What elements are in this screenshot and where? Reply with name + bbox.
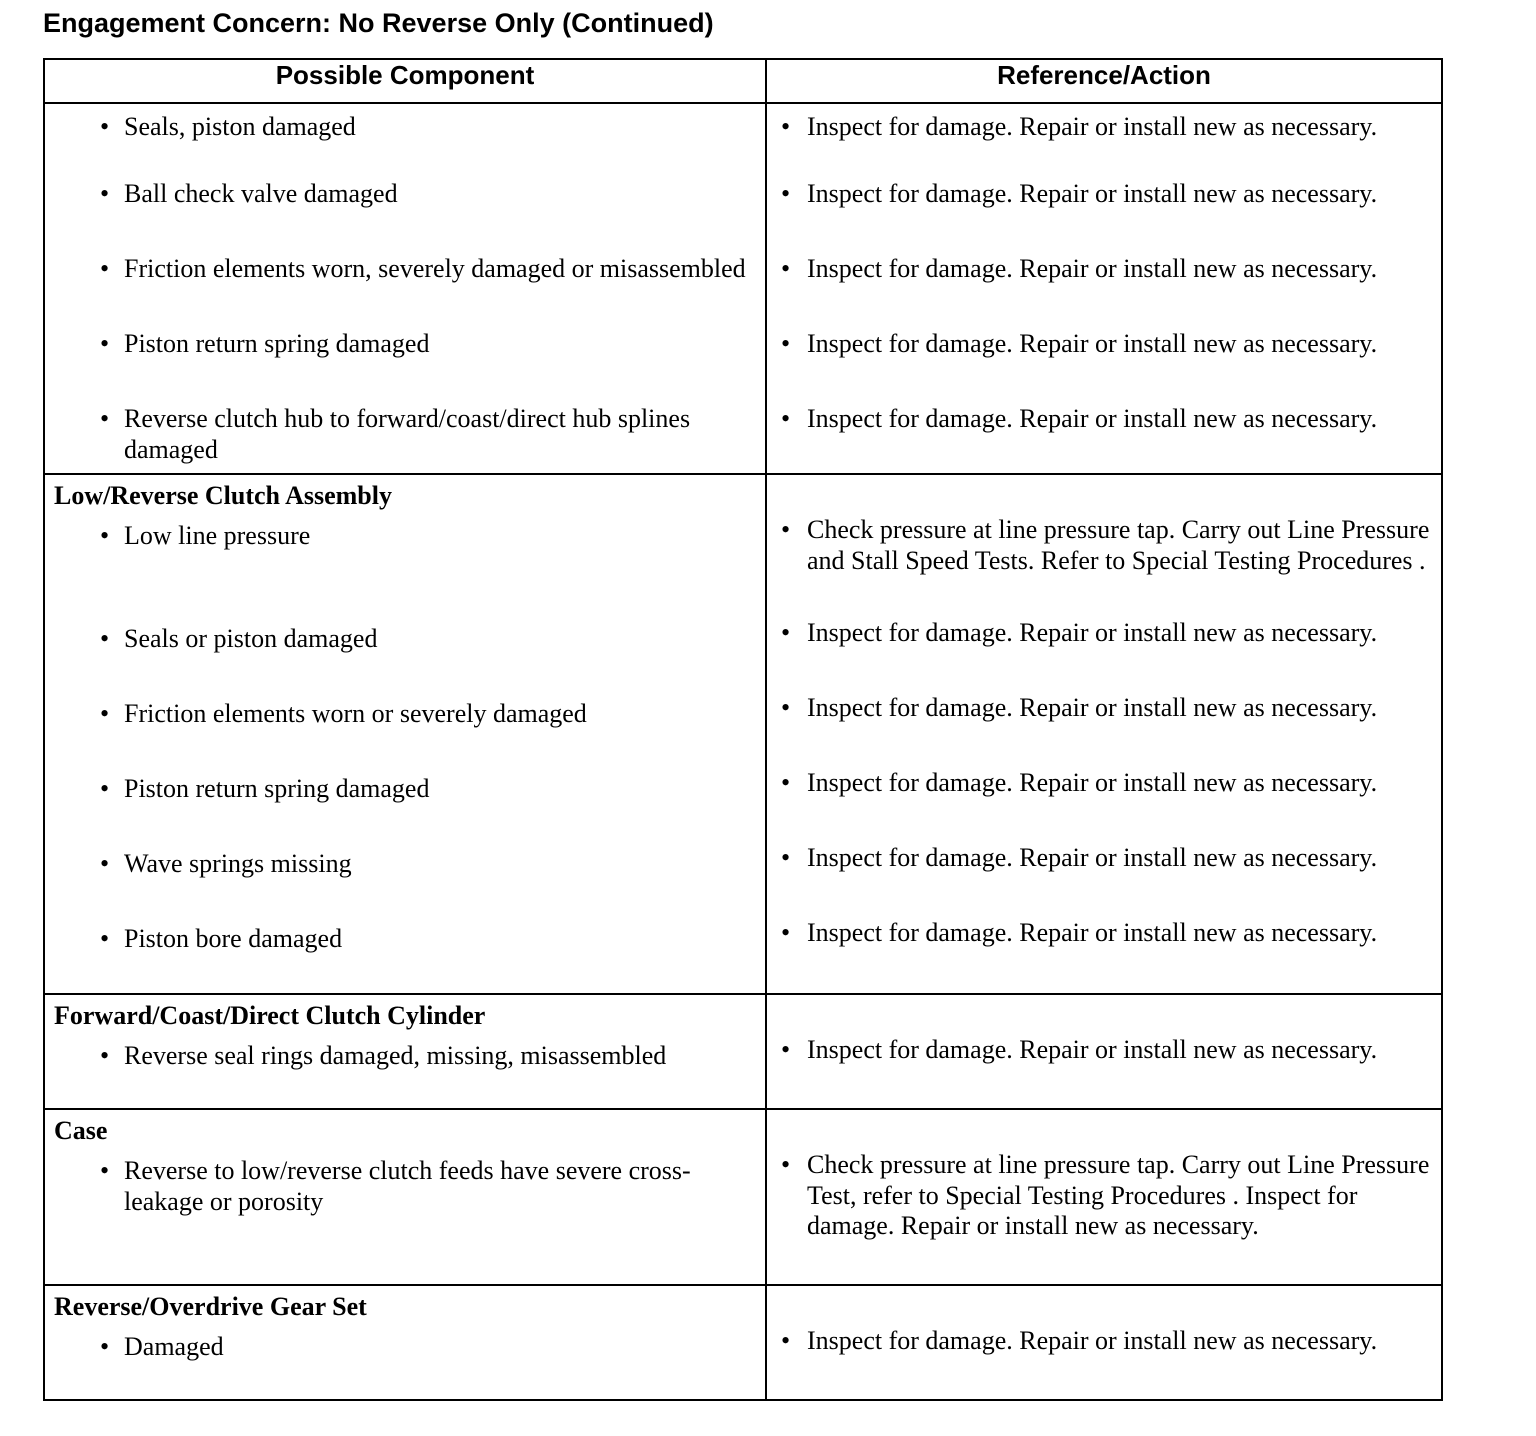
component-item <box>45 179 765 254</box>
bullet-icon: • <box>781 404 791 433</box>
action-item <box>767 618 1441 693</box>
component-item <box>45 329 765 404</box>
action-item <box>767 843 1441 918</box>
bullet-icon: • <box>100 1332 110 1361</box>
table-section-row <box>44 1285 1442 1400</box>
bullet-icon: • <box>781 693 791 722</box>
header-reference-action: Reference/Action <box>766 59 1442 103</box>
action-text: Inspect for damage. Repair or install new as necessary. <box>807 112 1378 141</box>
component-cell <box>44 103 766 474</box>
action-text: Inspect for damage. Repair or install new as necessary. <box>807 404 1378 433</box>
action-text: Inspect for damage. Repair or install new as necessary. <box>807 768 1378 797</box>
section-title: Case <box>54 1116 108 1145</box>
action-item <box>767 1033 1441 1102</box>
bullet-icon: • <box>100 849 110 878</box>
component-text: Low line pressure <box>124 521 311 550</box>
section-title-spacer <box>767 1286 1441 1324</box>
component-text: Damaged <box>124 1332 224 1361</box>
component-item <box>45 1039 765 1108</box>
component-item <box>45 1154 765 1284</box>
action-text: Check pressure at line pressure tap. Carry out Line Pressure Test, refer to Special Testing Procedures . Inspect for damage. Repair or install new as necessary. <box>807 1150 1430 1240</box>
bullet-icon: • <box>100 924 110 953</box>
action-item <box>767 329 1441 404</box>
section-title-spacer <box>767 475 1441 513</box>
component-item <box>45 924 765 993</box>
bullet-icon: • <box>781 112 791 141</box>
component-text: Wave springs missing <box>124 849 352 878</box>
action-text: Inspect for damage. Repair or install new as necessary. <box>807 918 1378 947</box>
bullet-icon: • <box>100 254 110 283</box>
bullet-icon: • <box>100 774 110 803</box>
action-text: Check pressure at line pressure tap. Carry out Line Pressure and Stall Speed Tests. Refer to Special Testing Procedures . <box>807 515 1430 575</box>
bullet-icon: • <box>100 112 110 141</box>
action-cell <box>766 474 1442 994</box>
action-cell <box>766 103 1442 474</box>
bullet-icon: • <box>100 699 110 728</box>
section-title-spacer <box>767 1110 1441 1148</box>
action-cell <box>766 994 1442 1109</box>
action-text: Inspect for damage. Repair or install new as necessary. <box>807 1326 1378 1355</box>
component-text: Ball check valve damaged <box>124 179 398 208</box>
table-header-row <box>44 59 1442 103</box>
component-item <box>45 254 765 329</box>
table-section-row <box>44 474 1442 994</box>
bullet-icon: • <box>781 1326 791 1355</box>
action-text: Inspect for damage. Repair or install new as necessary. <box>807 329 1378 358</box>
header-possible-component: Possible Component <box>44 59 766 103</box>
bullet-icon: • <box>781 329 791 358</box>
action-item <box>767 768 1441 843</box>
component-cell <box>44 994 766 1109</box>
component-cell <box>44 1285 766 1400</box>
action-text: Inspect for damage. Repair or install new as necessary. <box>807 1035 1378 1064</box>
diagnostic-table <box>43 58 1443 1401</box>
bullet-icon: • <box>781 618 791 647</box>
bullet-icon: • <box>100 1156 110 1185</box>
component-text: Seals, piston damaged <box>124 112 356 141</box>
action-item <box>767 513 1441 618</box>
table-section-row <box>44 1109 1442 1285</box>
action-text: Inspect for damage. Repair or install new as necessary. <box>807 693 1378 722</box>
component-text: Reverse to low/reverse clutch feeds have severe cross-leakage or porosity <box>124 1156 691 1216</box>
bullet-icon: • <box>100 624 110 653</box>
component-text: Piston return spring damaged <box>124 774 430 803</box>
table-section-row <box>44 994 1442 1109</box>
section-title: Reverse/Overdrive Gear Set <box>54 1292 367 1321</box>
component-text: Friction elements worn or severely damaged <box>124 699 587 728</box>
action-item <box>767 179 1441 254</box>
action-text: Inspect for damage. Repair or install new as necessary. <box>807 618 1378 647</box>
bullet-icon: • <box>100 404 110 433</box>
action-item <box>767 1324 1441 1393</box>
bullet-icon: • <box>100 179 110 208</box>
action-item <box>767 693 1441 768</box>
component-item <box>45 849 765 924</box>
component-text: Seals or piston damaged <box>124 624 378 653</box>
action-text: Inspect for damage. Repair or install new as necessary. <box>807 179 1378 208</box>
action-item <box>767 918 1441 987</box>
table-section-row <box>44 103 1442 474</box>
bullet-icon: • <box>781 1150 791 1179</box>
action-item <box>767 104 1441 179</box>
component-cell <box>44 1109 766 1285</box>
component-cell <box>44 474 766 994</box>
page-title: Engagement Concern: No Reverse Only (Continued) <box>43 8 714 38</box>
section-title: Forward/Coast/Direct Clutch Cylinder <box>54 1001 486 1030</box>
action-item <box>767 404 1441 473</box>
table-body <box>44 103 1442 1400</box>
bullet-icon: • <box>781 768 791 797</box>
bullet-icon: • <box>781 254 791 283</box>
bullet-icon: • <box>100 521 110 550</box>
component-item <box>45 104 765 179</box>
action-item <box>767 254 1441 329</box>
action-text: Inspect for damage. Repair or install new as necessary. <box>807 254 1378 283</box>
component-item <box>45 774 765 849</box>
component-text: Friction elements worn, severely damaged or misassembled <box>124 254 746 283</box>
component-text: Piston bore damaged <box>124 924 343 953</box>
component-item <box>45 699 765 774</box>
action-item <box>767 1148 1441 1278</box>
bullet-icon: • <box>100 329 110 358</box>
bullet-icon: • <box>781 515 791 544</box>
action-cell <box>766 1109 1442 1285</box>
component-item <box>45 404 765 473</box>
bullet-icon: • <box>781 1035 791 1064</box>
bullet-icon: • <box>781 179 791 208</box>
component-item <box>45 624 765 699</box>
section-title-spacer <box>767 995 1441 1033</box>
bullet-icon: • <box>100 1041 110 1070</box>
action-cell <box>766 1285 1442 1400</box>
section-title: Low/Reverse Clutch Assembly <box>54 481 392 510</box>
bullet-icon: • <box>781 843 791 872</box>
component-text: Reverse seal rings damaged, missing, misassembled <box>124 1041 667 1070</box>
component-item <box>45 1330 765 1399</box>
component-item <box>45 519 765 624</box>
component-text: Piston return spring damaged <box>124 329 430 358</box>
action-text: Inspect for damage. Repair or install new as necessary. <box>807 843 1378 872</box>
bullet-icon: • <box>781 918 791 947</box>
component-text: Reverse clutch hub to forward/coast/direct hub splines damaged <box>124 404 691 464</box>
